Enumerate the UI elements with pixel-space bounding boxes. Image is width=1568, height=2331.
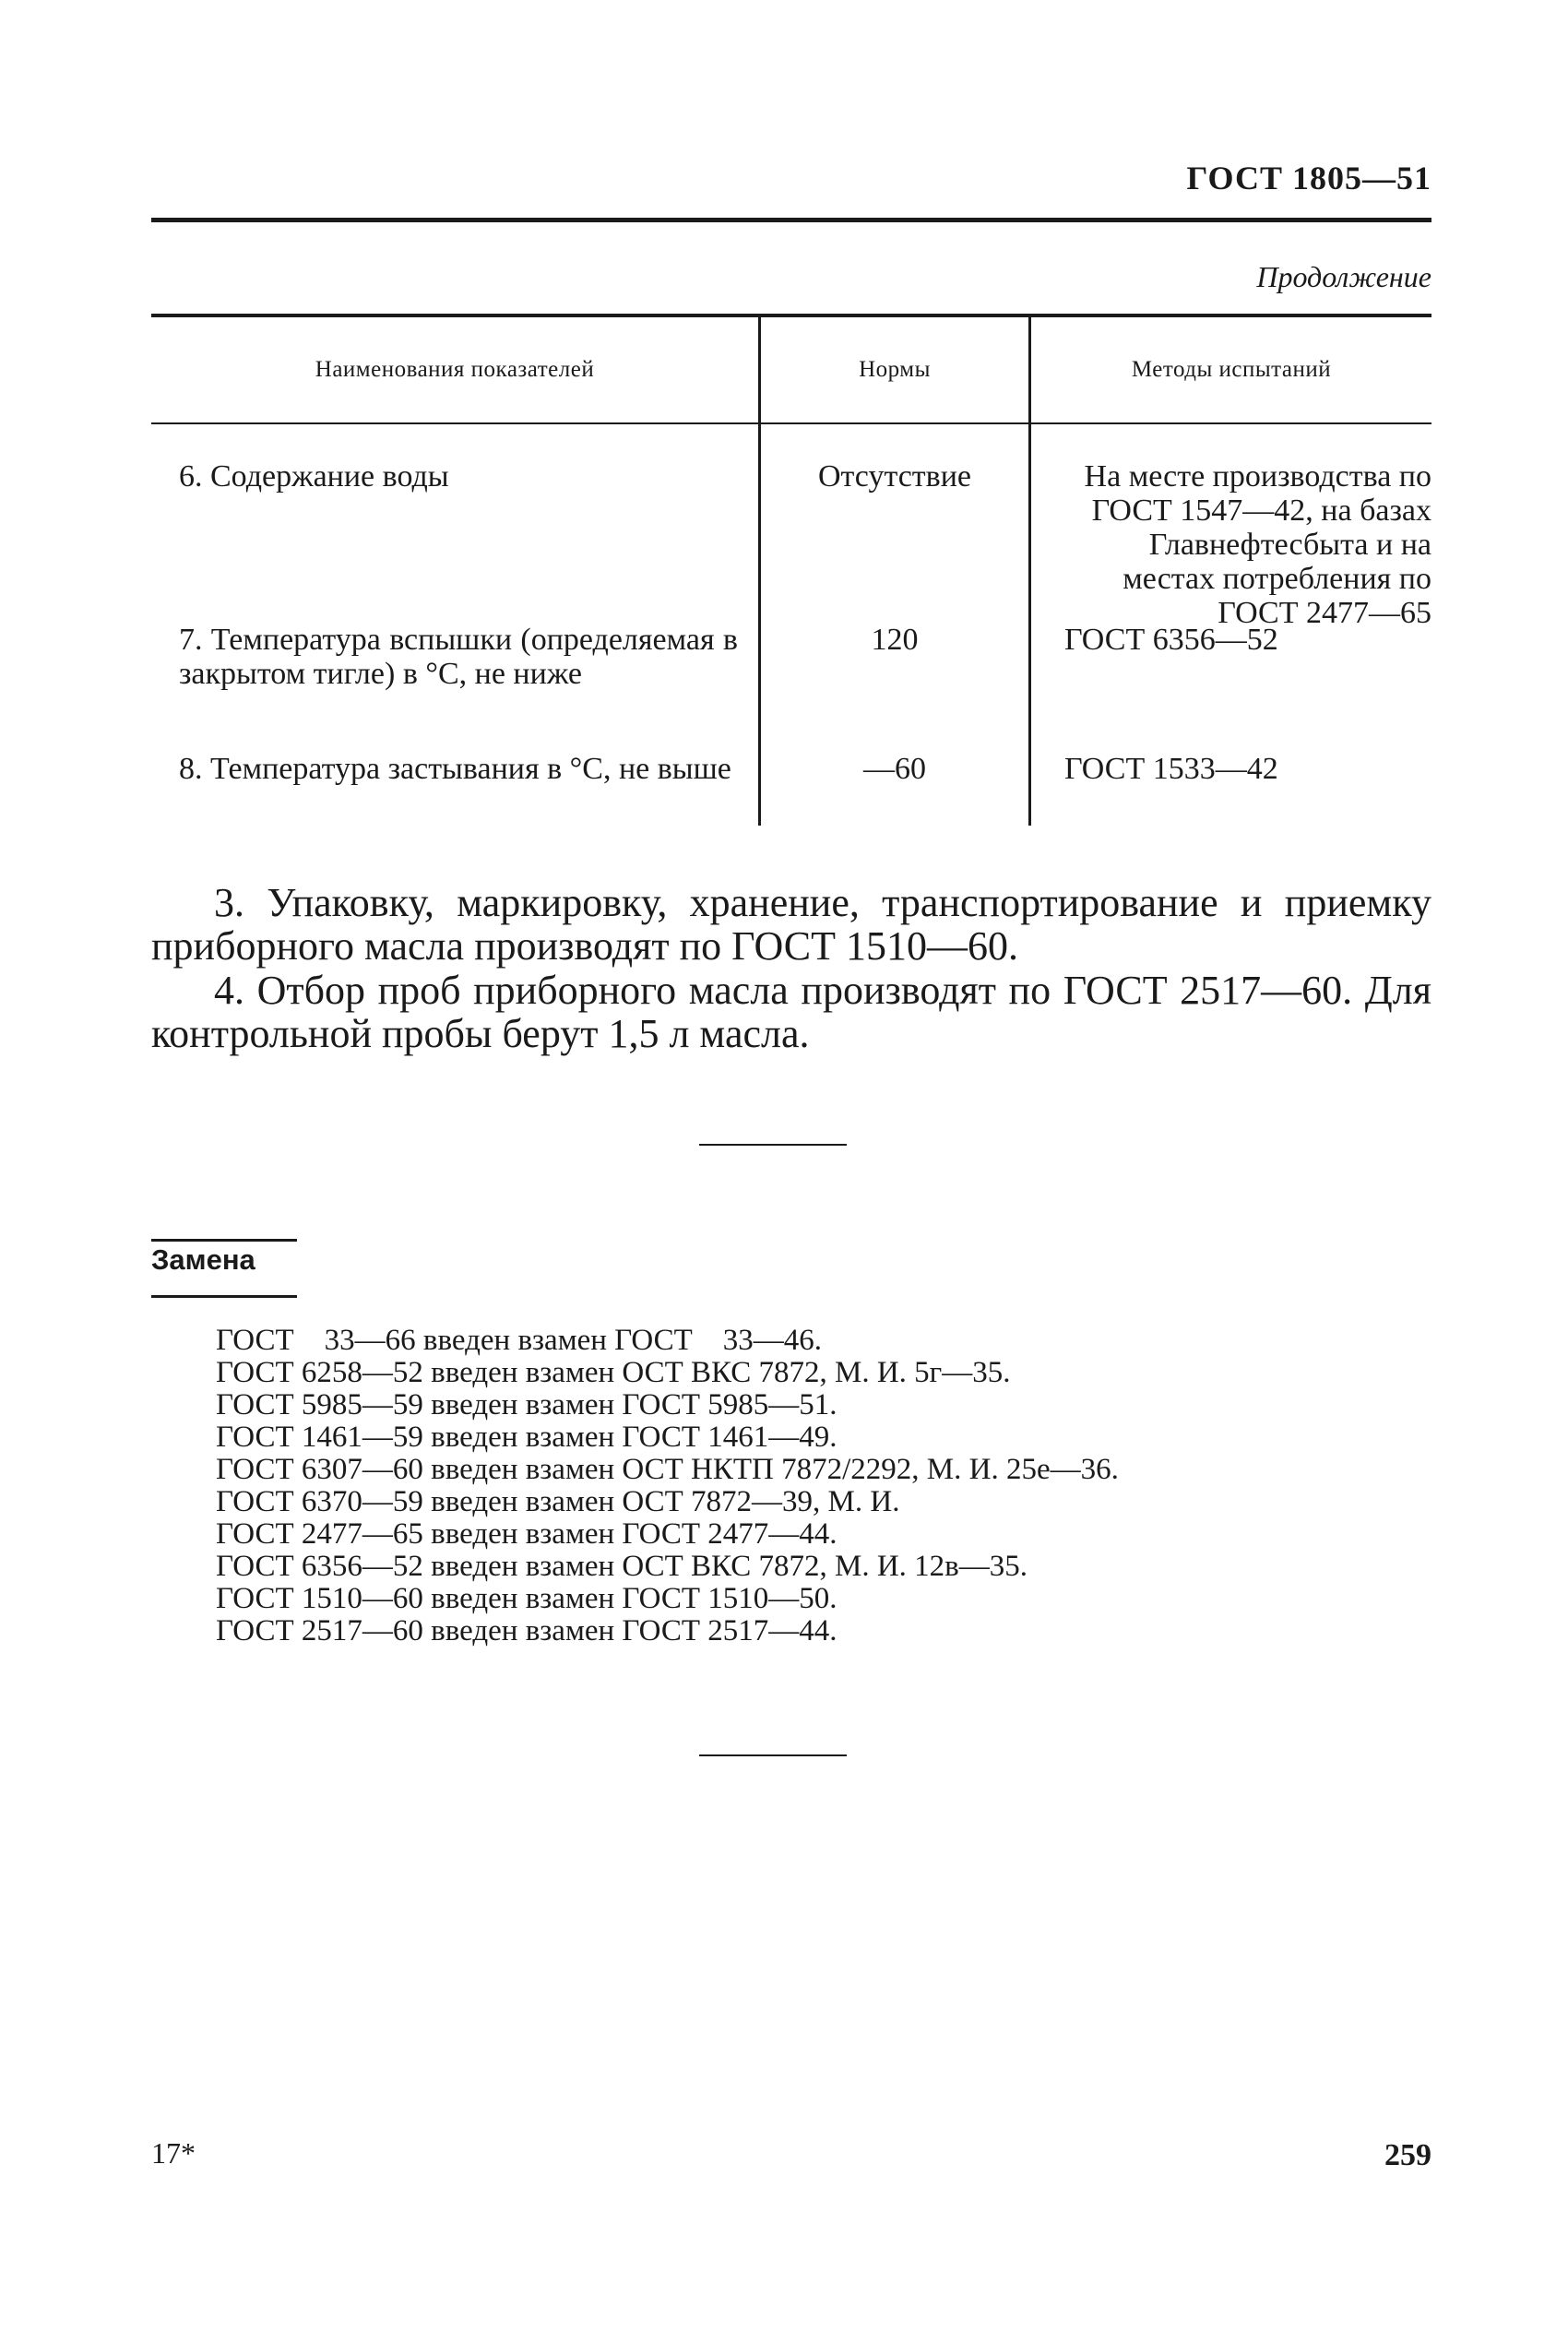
list-item: ГОСТ 1461—59 введен взамен ГОСТ 1461—49. (216, 1421, 837, 1454)
column-header-method: Методы испытаний (1131, 357, 1332, 382)
replacement-title-rule-bottom (151, 1295, 297, 1298)
table-row (151, 752, 1431, 826)
continuation-label: Продолжение (1256, 260, 1431, 293)
column-header-name: Наименования показателей (151, 317, 761, 422)
table-row (151, 623, 1431, 752)
replacement-list (216, 1325, 1415, 1647)
list-item: ГОСТ 2477—65 введен взамен ГОСТ 2477—44. (216, 1517, 837, 1551)
page-number: 259 (1384, 2138, 1431, 2172)
section-divider (699, 1754, 847, 1756)
list-item: ГОСТ 6307—60 введен взамен ОСТ НКТП 7872/2292, М. И. 25е—36. (216, 1453, 1119, 1486)
column-header-norm: Нормы (761, 317, 1031, 422)
replacement-title: Замена (151, 1243, 255, 1276)
paragraph-packaging: 3. Упаковку, маркировку, хранение, транспортирование и приемку приборного масла производят по ГОСТ 1510—60. (151, 880, 1431, 969)
header-rule (151, 218, 1431, 222)
list-item: ГОСТ 6370—59 введен взамен ОСТ 7872—39, М. И. (216, 1485, 900, 1518)
list-item: ГОСТ 6258—52 введен взамен ОСТ ВКС 7872, М. И. 5г—35. (216, 1356, 1011, 1389)
indicator-norm: —60 (761, 752, 1031, 826)
indicator-norm: Отсутствие (761, 424, 1031, 623)
indicator-method: На месте производства по ГОСТ 1547—42, на базах Главнефтесбыта и на местах потребления по ГОСТ 2477—65 (1084, 459, 1431, 630)
paragraph-sampling: 4. Отбор проб приборного масла производят по ГОСТ 2517—60. Для контрольной пробы берут 1,5 л масла. (151, 968, 1431, 1056)
table-row (151, 424, 1431, 630)
table-header (151, 317, 1431, 422)
list-item: ГОСТ 33—66 введен взамен ГОСТ 33—46. (216, 1324, 823, 1357)
indicator-name: 8. Температура застывания в °С, не выше (151, 752, 761, 826)
indicators-table (151, 314, 1431, 826)
indicator-name: 7. Температура вспышки (определяемая в закрытом тигле) в °С, не ниже (151, 623, 761, 752)
list-item: ГОСТ 1510—60 введен взамен ГОСТ 1510—50. (216, 1582, 837, 1615)
list-item: ГОСТ 2517—60 введен взамен ГОСТ 2517—44. (216, 1614, 837, 1647)
list-item: ГОСТ 6356—52 введен взамен ОСТ ВКС 7872, М. И. 12в—35. (216, 1550, 1028, 1583)
page-header-standard: ГОСТ 1805—51 (1186, 160, 1431, 196)
section-divider (699, 1144, 847, 1146)
table-body (151, 424, 1431, 826)
list-item: ГОСТ 5985—59 введен взамен ГОСТ 5985—51. (216, 1388, 837, 1421)
indicator-name: 6. Содержание воды (151, 424, 761, 623)
indicator-norm: 120 (761, 623, 1031, 752)
indicator-method: ГОСТ 1533—42 (1064, 752, 1278, 786)
sheet-mark: 17* (151, 2136, 196, 2170)
replacement-title-rule-top (151, 1239, 297, 1242)
indicator-method: ГОСТ 6356—52 (1064, 623, 1278, 657)
